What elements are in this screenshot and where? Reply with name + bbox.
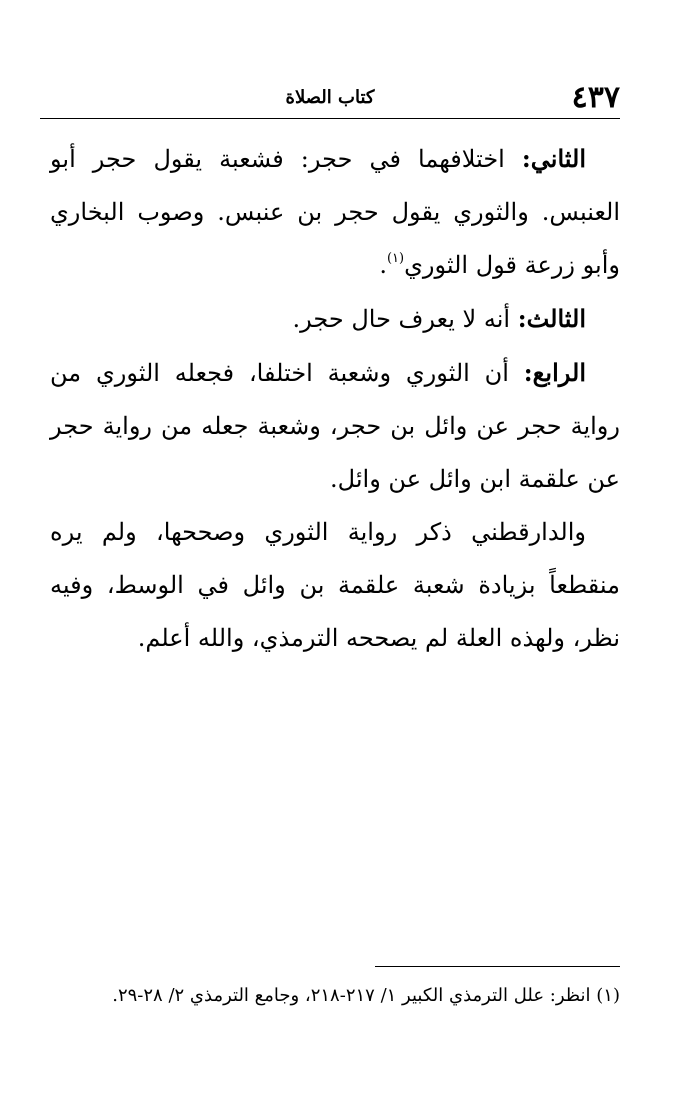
paragraph-lead: الثاني: [521, 144, 586, 173]
paragraph-lead: الرابع: [523, 358, 586, 387]
paragraph-text: والدارقطني ذكر رواية الثوري وصححها، ولم يره منقطعاً بزيادة شعبة علقمة بن وائل في الوسط، وفيه نظر، ولهذه العلة لم يصححه الترمذي، والله أعلم. [50, 518, 620, 652]
paragraph-daraqutni [50, 506, 620, 665]
paragraph-text: أنه لا يعرف حال حجر. [292, 305, 518, 333]
paragraph-lead: الثالث: [517, 304, 586, 333]
paragraph-third [50, 292, 620, 346]
footnote-reference[interactable]: (١) [386, 251, 405, 266]
paragraph-text: اختلافهما في حجر: فشعبة يقول حجر أبو العنبس. والثوري يقول حجر بن عنبس. وصوب البخاري وأبو زرعة قول الثوري [50, 145, 620, 279]
paragraph-tail: . [379, 251, 387, 279]
paragraph-second [50, 132, 620, 292]
footnote: (١) انظر: علل الترمذي الكبير ١/ ٢١٧-٢١٨، وجامع الترمذي ٢/ ٢٨-٢٩. [112, 985, 620, 1006]
page-header [40, 78, 620, 119]
main-text [50, 132, 620, 665]
paragraph-text: أن الثوري وشعبة اختلفا، فجعله الثوري من رواية حجر عن وائل بن حجر، وشعبة جعله من رواية حجر عن علقمة ابن وائل عن وائل. [50, 359, 620, 493]
paragraph-fourth [50, 346, 620, 506]
footnote-separator [375, 966, 620, 967]
page-number: ٤٣٧ [571, 80, 620, 115]
running-title: كتاب الصلاة [285, 87, 375, 108]
